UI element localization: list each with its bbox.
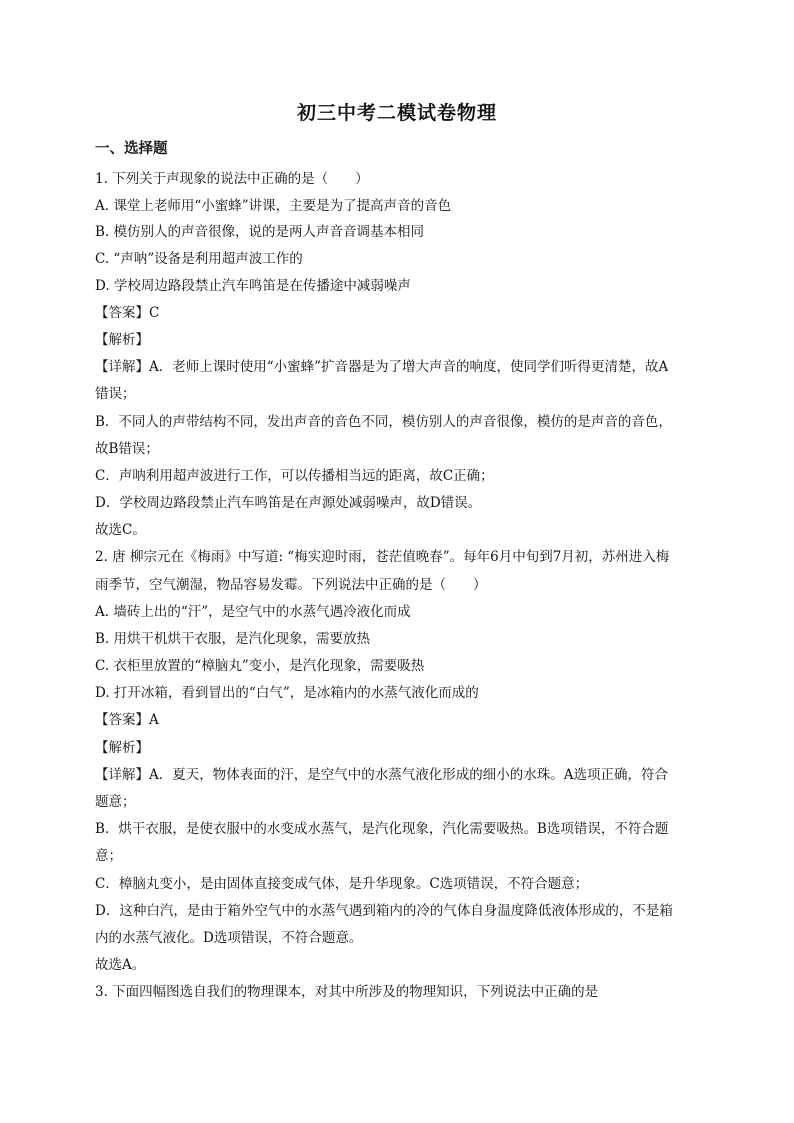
text-line: 2. 唐 柳宗元在《梅雨》中写道: “梅实迎时雨，苍茫值晚春”。每年6月中旬到7月初，苏州进入梅 [95,549,670,565]
text-line: A. 墙砖上出的“汗”，是空气中的水蒸气遇冷液化而成 [95,604,411,620]
text-line: 错误； [95,386,136,402]
text-line: A. 课堂上老师用“小蜜蜂”讲课，主要是为了提高声音的音色 [95,198,452,214]
page-title: 初三中考二模试卷物理 [296,102,497,124]
text-line: C．声呐利用超声波进行工作，可以传播相当远的距离，故C正确； [95,468,494,484]
text-line: B．不同人的声带结构不同，发出声音的音色不同，模仿别人的声音很像，模仿的是声音的音色， [95,414,672,430]
text-line: 意； [95,848,122,864]
text-line: C. “声呐”设备是利用超声波工作的 [95,251,303,267]
text-line: D. 打开冰箱，看到冒出的“白气”，是冰箱内的水蒸气液化而成的 [95,685,479,701]
text-line: 【答案】C [95,305,160,321]
text-line: 1. 下列关于声现象的说法中正确的是（ ） [95,171,369,187]
text-line: 【解析】 [95,740,149,756]
text-line: D. 学校周边路段禁止汽车鸣笛是在传播途中减弱噪声 [95,278,411,294]
text-line: 3. 下面四幅图选自我们的物理课本，对其中所涉及的物理知识，下列说法中正确的是 [95,984,599,1000]
text-line: B．烘干衣服，是使衣服中的水变成水蒸气，是汽化现象，汽化需要吸热。B选项错误，不符合题 [95,821,669,837]
text-line: 故选A。 [95,957,146,973]
text-line: 【详解】A．夏天，物体表面的汗，是空气中的水蒸气液化形成的细小的水珠。A选项正确，符合 [95,767,668,783]
text-line: 题意； [95,794,136,810]
text-line: B. 模仿别人的声音很像，说的是两人声音音调基本相同 [95,224,425,240]
text-line: 故选C。 [95,522,146,538]
text-line: 【详解】A．老师上课时使用“小蜜蜂”扩音器是为了增大声音的响度，使同学们听得更清楚，故A [95,359,669,375]
text-line: 【解析】 [95,332,149,348]
text-line: 故B错误； [95,441,159,457]
text-line: D．学校周边路段禁止汽车鸣笛是在声源处减弱噪声，故D错误。 [95,495,482,511]
text-line: 雨季节，空气潮湿，物品容易发霉。下列说法中正确的是（ ） [95,577,487,593]
text-line: D．这种白汽，是由于箱外空气中的水蒸气遇到箱内的冷的气体自身温度降低液体形成的，不是箱 [95,903,673,919]
text-line: B. 用烘干机烘干衣服，是汽化现象，需要放热 [95,631,371,647]
text-line: 【答案】A [95,712,159,728]
text-line: C. 衣柜里放置的“樟脑丸”变小，是汽化现象，需要吸热 [95,658,425,674]
text-line: C．樟脑丸变小，是由固体直接变成气体，是升华现象。C选项错误，不符合题意； [95,876,589,892]
section-heading: 一、选择题 [95,140,168,157]
text-line: 内的水蒸气液化。D选项错误，不符合题意。 [95,930,363,946]
